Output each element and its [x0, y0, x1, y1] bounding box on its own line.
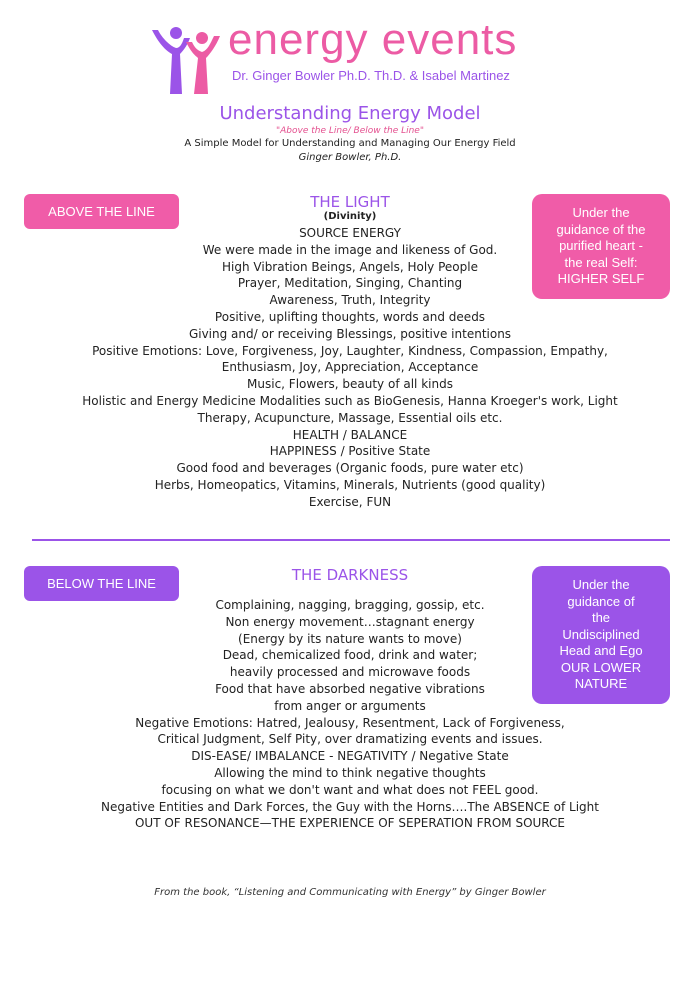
lower-nature-box [532, 566, 670, 704]
list-item: SOURCE ENERGY [299, 226, 401, 240]
list-item: Dead, chemicalized food, drink and water; [222, 648, 478, 663]
document-author: Ginger Bowler, Ph.D. [298, 152, 402, 163]
list-item: We were made in the image and likeness of God. [202, 242, 498, 257]
lower-nature-line: Under the [572, 576, 630, 592]
section-divider [32, 539, 670, 541]
brand-title: energy events [228, 15, 518, 64]
brand-subtitle: Dr. Ginger Bowler Ph.D. Th.D. & Isabel Martinez [232, 68, 510, 83]
list-item: Giving and/ or receiving Blessings, positive intentions [188, 326, 512, 341]
list-item: HAPPINESS / Positive State [269, 444, 431, 459]
list-item: Awareness, Truth, Integrity [269, 293, 431, 308]
list-item: heavily processed and microwave foods [229, 665, 471, 680]
list-item: Positive Emotions: Love, Forgiveness, Joy, Laughter, Kindness, Compassion, Empathy, [92, 343, 608, 358]
list-item: Positive, uplifting thoughts, words and deeds [214, 309, 486, 324]
list-item: High Vibration Beings, Angels, Holy People [222, 259, 478, 274]
list-item: (Energy by its nature wants to move) [238, 631, 462, 646]
source-note: From the book, “Listening and Communicating with Energy” by Ginger Bowler [154, 887, 546, 898]
list-item: Enthusiasm, Joy, Appreciation, Acceptance [221, 360, 479, 375]
list-item: OUT OF RESONANCE—THE EXPERIENCE OF SEPERATION FROM SOURCE [134, 816, 566, 831]
list-item: Negative Entities and Dark Forces, the Guy with the Horns….The ABSENCE of Light [101, 799, 599, 814]
list-item: from anger or arguments [274, 698, 426, 713]
list-item: HEALTH / BALANCE [292, 427, 408, 442]
list-item: Negative Emotions: Hatred, Jealousy, Resentment, Lack of Forgiveness, [135, 715, 565, 730]
list-item: Holistic and Energy Medicine Modalities such as BioGenesis, Hanna Kroeger's work, Light [82, 393, 618, 408]
higher-self-box [532, 194, 670, 299]
lower-nature-line: the [591, 610, 611, 626]
list-item: Critical Judgment, Self Pity, over dramatizing events and issues. [157, 732, 543, 747]
higher-self-line: guidance of the [556, 221, 646, 237]
lower-nature-line: OUR LOWER [560, 659, 642, 675]
document-description: A Simple Model for Understanding and Managing Our Energy Field [184, 138, 516, 149]
list-item: Food that have absorbed negative vibrations [215, 681, 485, 696]
light-heading: THE LIGHT [310, 193, 390, 211]
higher-self-line: purified heart - [559, 238, 643, 254]
list-item: Prayer, Meditation, Singing, Chanting [237, 276, 463, 291]
list-item: Therapy, Acupuncture, Massage, Essential oils etc. [197, 410, 503, 425]
below-the-line-badge: BELOW THE LINE [24, 566, 179, 601]
list-item: Good food and beverages (Organic foods, pure water etc) [176, 461, 524, 476]
higher-self-line: Under the [572, 205, 630, 221]
list-item: focusing on what we don't want and what does not FEEL good. [161, 782, 539, 797]
document-title: Understanding Energy Model [219, 103, 481, 124]
list-item: DIS-EASE/ IMBALANCE - NEGATIVITY / Negative State [191, 749, 509, 764]
document-tagline: "Above the Line/ Below the Line" [276, 126, 424, 136]
darkness-heading: THE DARKNESS [291, 566, 409, 584]
list-item: Exercise, FUN [308, 494, 392, 509]
list-item: Music, Flowers, beauty of all kinds [247, 377, 453, 392]
lower-nature-line: guidance of [567, 593, 635, 609]
light-subheading: (Divinity) [323, 211, 377, 222]
two-figures-logo-icon [150, 24, 222, 96]
lower-nature-line: Undisciplined [562, 626, 640, 642]
list-item: Herbs, Homeopatics, Vitamins, Minerals, Nutrients (good quality) [154, 477, 546, 492]
above-the-line-badge: ABOVE THE LINE [24, 194, 179, 229]
list-item: Allowing the mind to think negative thoughts [214, 765, 486, 780]
higher-self-line: the real Self: [564, 254, 638, 270]
lower-nature-line: NATURE [574, 676, 628, 692]
list-item: Non energy movement…stagnant energy [225, 614, 475, 629]
higher-self-line: HIGHER SELF [557, 271, 645, 287]
lower-nature-line: Head and Ego [559, 643, 643, 659]
list-item: Complaining, nagging, bragging, gossip, etc. [215, 598, 485, 612]
